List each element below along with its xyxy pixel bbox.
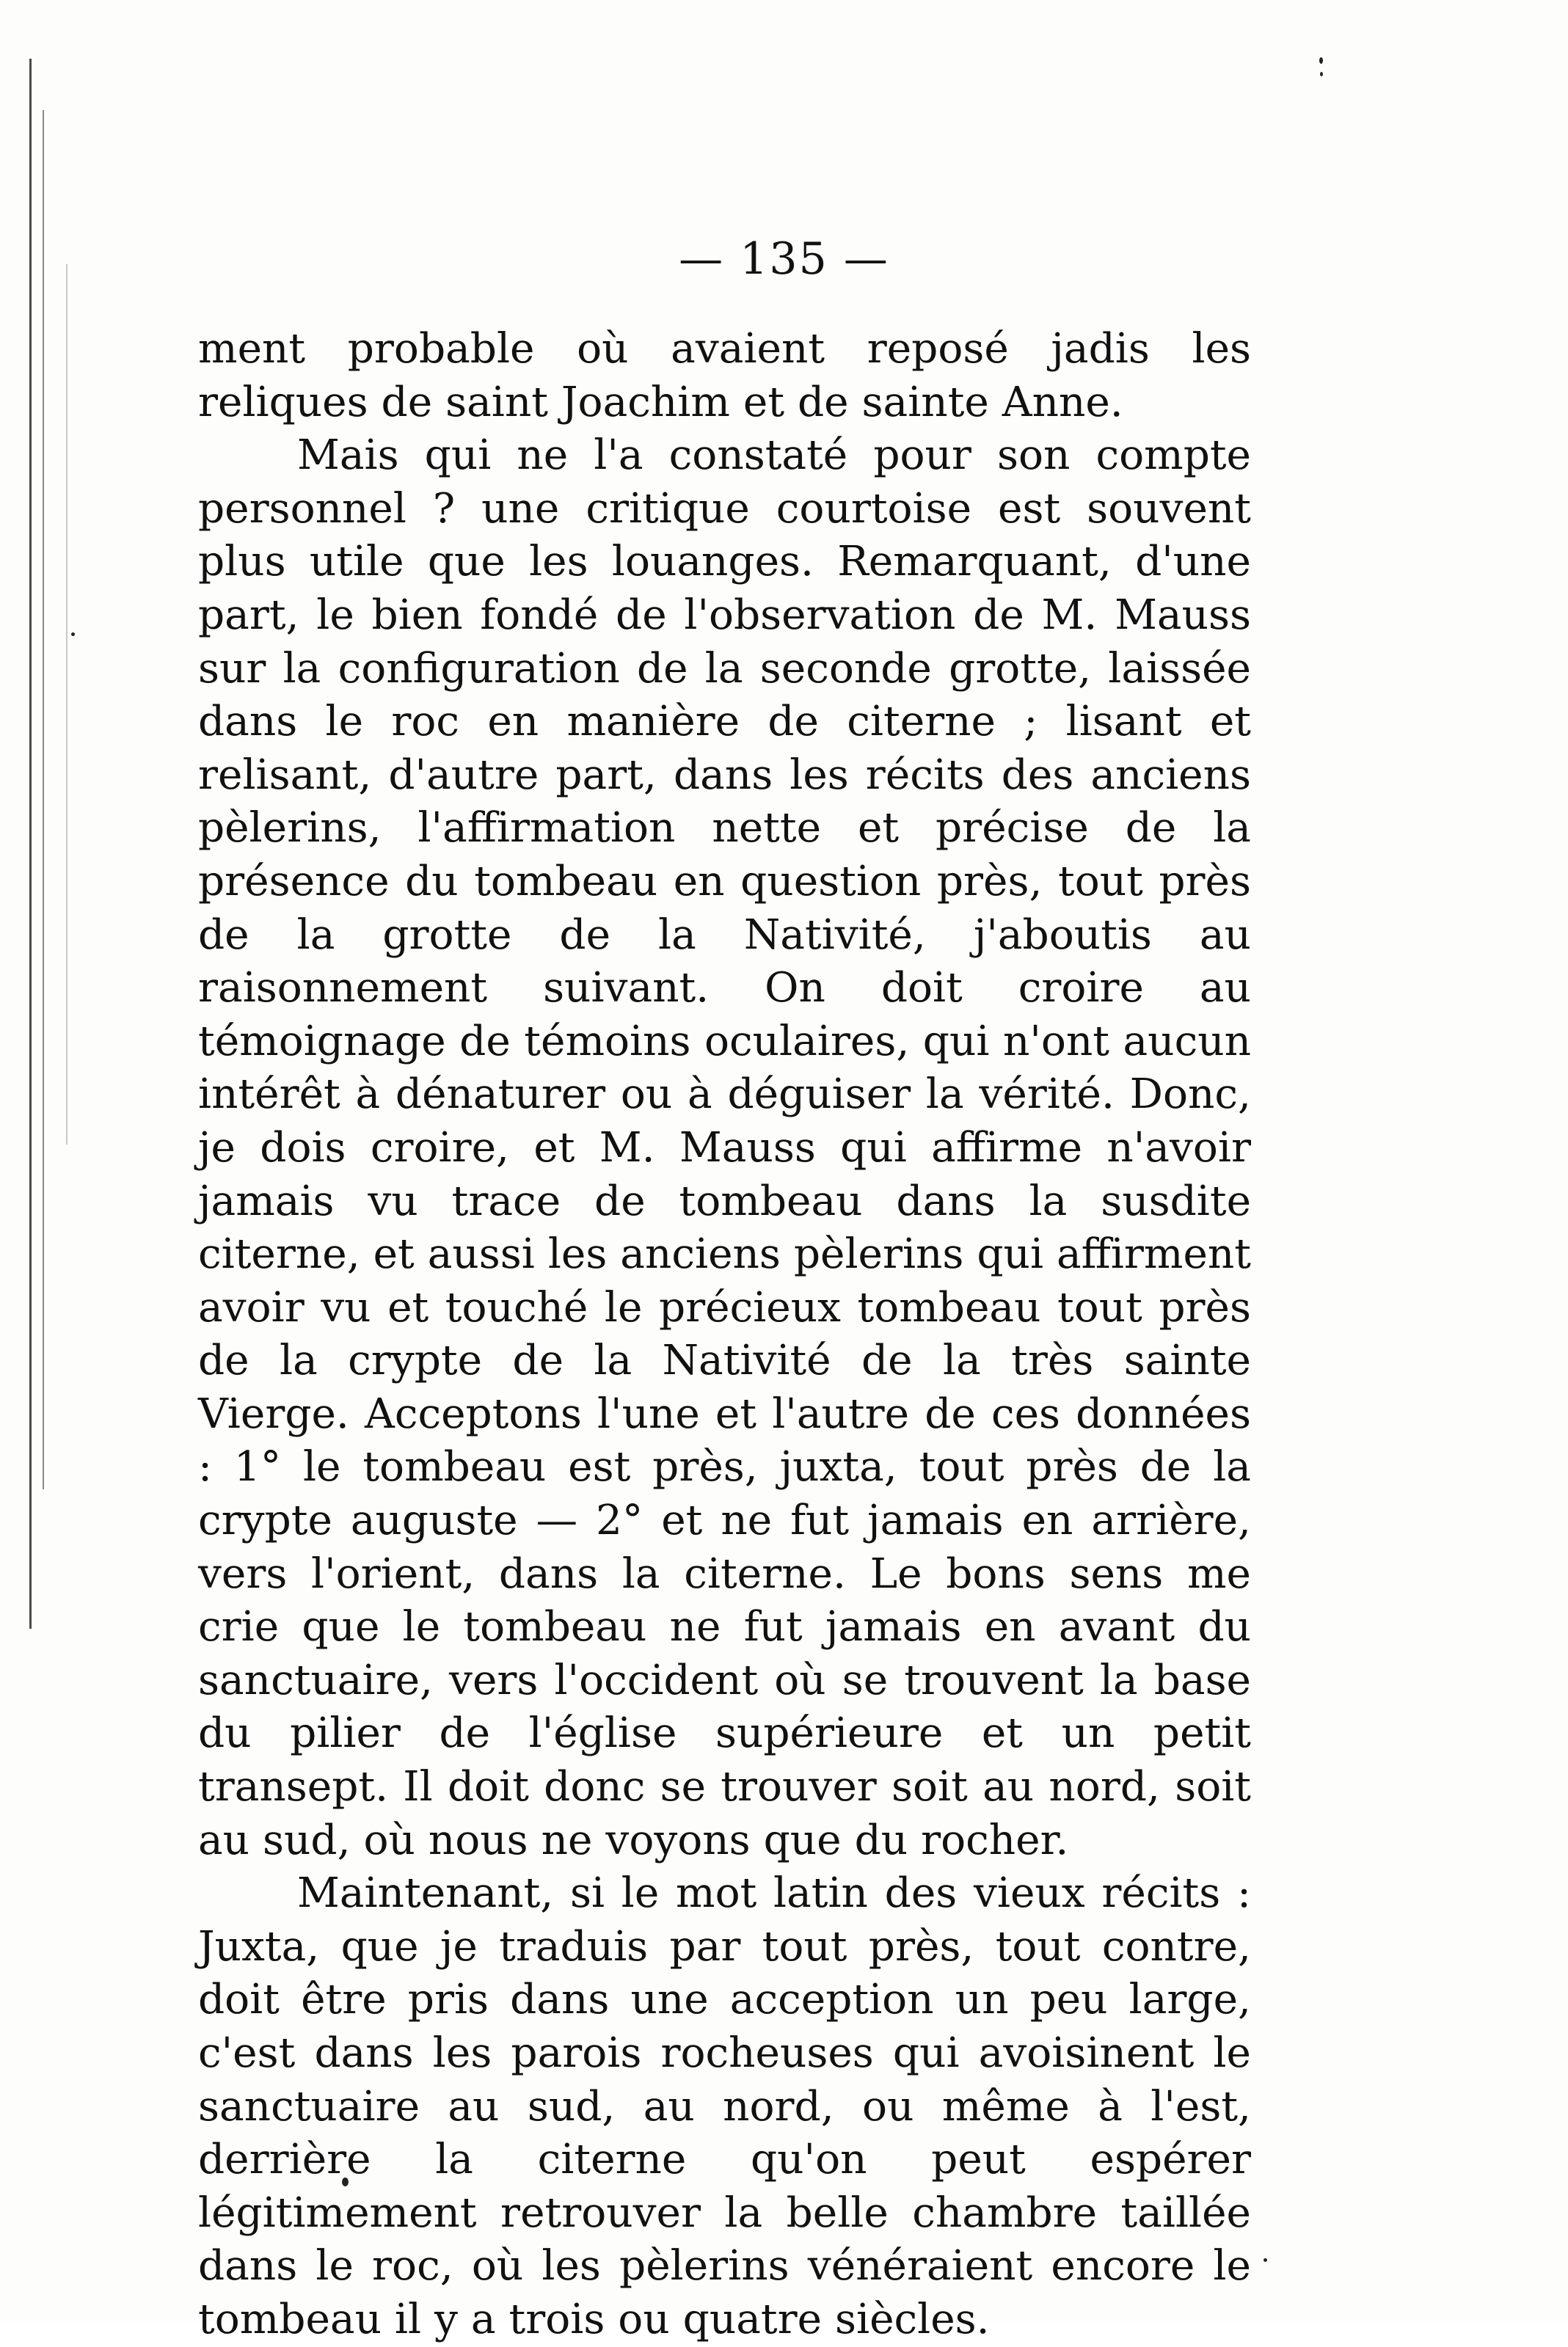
- print-speck: [1263, 2258, 1267, 2262]
- print-speck: [1320, 72, 1323, 76]
- binding-edge-line: [66, 264, 68, 1145]
- binding-edge-line: [43, 110, 44, 1489]
- paragraph: Maintenant, si le mot latin des vieux récits : Juxta, que je traduis par tout près, tout contre, doit être pris dans une acception un peu large, c'est dans les parois rocheuses qui avoisinent le sanctuaire au sud, au nord, ou même à l'est, derrière la citerne qu'on peut espérer légitimement retrouver la belle chambre taillée dans le roc, où les pèlerins vénéraient encore le tombeau il y a trois ou quatre siècles.: [198, 1869, 1251, 2343]
- page-number: — 135 —: [679, 233, 889, 285]
- binding-edge-line: [29, 59, 32, 1629]
- paragraph: Mais qui ne l'a constaté pour son compte personnel ? une critique courtoise est souvent plus utile que les louanges. Remarquant, d'une part, le bien fondé de l'observation de M. Mauss sur la configuration de la seconde grotte, laissée dans le roc en manière de citerne ; lisant et relisant, d'autre part, dans les récits des anciens pèlerins, l'affirmation nette et précise de la présence du tombeau en question près, tout près de la grotte de la Nativité, j'aboutis au raisonnement suivant. On doit croire au témoignage de témoins oculaires, qui n'ont aucun intérêt à dénaturer ou à déguiser la vérité. Donc, je dois croire, et M. Mauss qui affirme n'avoir jamais vu trace de tombeau dans la susdite citerne, et aussi les anciens pèlerins qui affirment avoir vu et touché le précieux tombeau tout près de la crypte de la Nativité de la très sainte Vierge. Acceptons l'une et l'autre de ces données : 1° le tombeau est près, juxta, tout près de la crypte auguste — 2° et ne fut jamais en arrière, vers l'orient, dans la citerne. Le bons sens me crie que le tombeau ne fut jamais en avant du sanctuaire, vers l'occident où se trouvent la base du pilier de l'église supérieure et un petit transept. Il doit donc se trouver soit au nord, soit au sud, où nous ne voyons que du rocher.: [198, 431, 1251, 1864]
- print-speck: [71, 632, 75, 636]
- body-text: [198, 323, 1251, 2347]
- print-speck: [1319, 57, 1323, 64]
- paragraph: ment probable où avaient reposé jadis les reliques de saint Joachim et de sainte Anne.: [198, 325, 1251, 426]
